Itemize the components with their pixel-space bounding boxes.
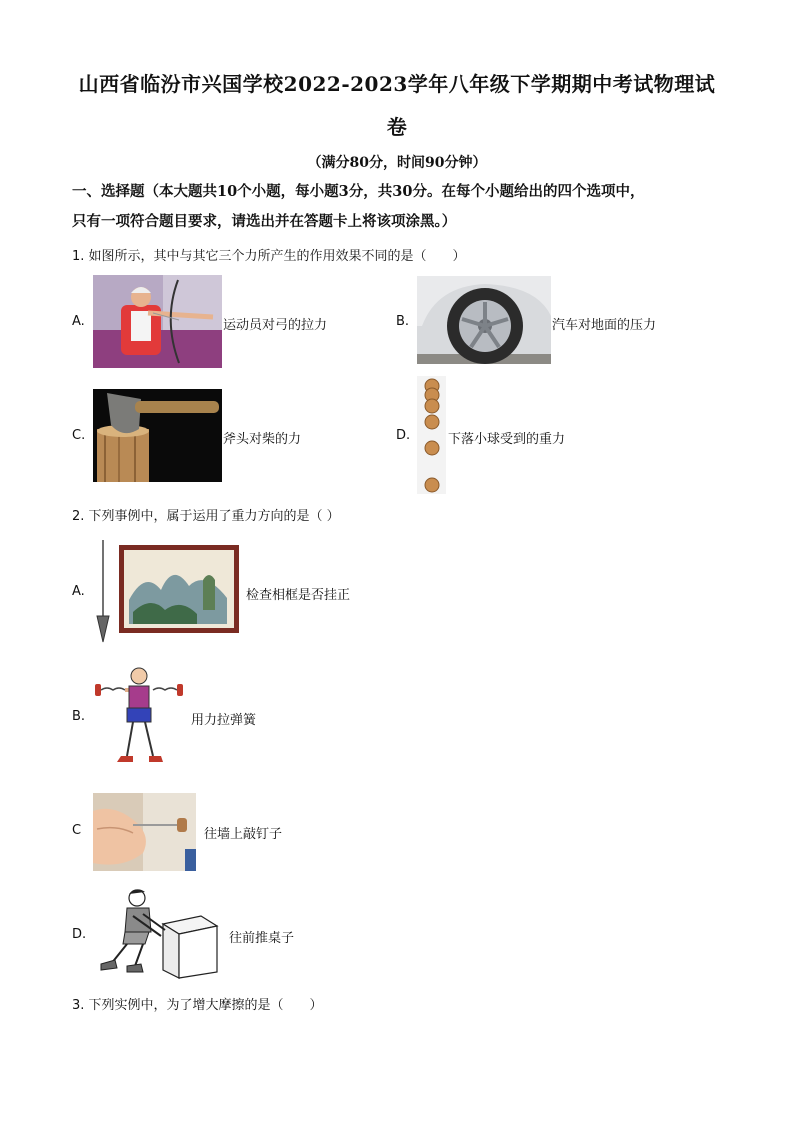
section-heading-line1: 一、选择题（本大题共10个小题，每小题3分，共30分。在每个小题给出的四个选项中， (72, 183, 645, 200)
q1-option-d-letter: D. (396, 428, 411, 443)
question-1-stem: 1. 如图所示，其中与其它三个力所产生的作用效果不同的是（ ） (72, 249, 466, 264)
exam-subtitle: （满分80分，时间90分钟） (307, 155, 487, 171)
section-heading-line2: 只有一项符合题目要求，请选出并在答题卡上将该项涂黑。） (72, 213, 457, 230)
q2-option-c-letter: C (72, 823, 82, 838)
q2-option-a-letter: A. (72, 584, 85, 599)
exam-title-line1: 山西省临汾市兴国学校2022-2023学年八年级下学期期中考试物理试 (78, 72, 716, 96)
q1-option-b-letter: B. (396, 314, 410, 329)
q2-option-d-letter: D. (72, 927, 87, 942)
q1-option-a-caption: 运动员对弓的拉力 (223, 318, 328, 333)
exam-title-line2: 卷 (386, 115, 408, 139)
car-tire-image (417, 276, 551, 364)
q2-option-b-caption: 用力拉弹簧 (191, 713, 257, 728)
archer-image (93, 275, 222, 368)
falling-balls-image (417, 376, 446, 494)
question-2-stem: 2. 下列事例中，属于运用了重力方向的是（ ） (72, 509, 340, 524)
q1-option-d-caption: 下落小球受到的重力 (448, 432, 566, 447)
q2-option-d-caption: 往前推桌子 (229, 931, 295, 946)
question-3-stem: 3. 下列实例中，为了增大摩擦的是（ ） (72, 998, 323, 1013)
q1-option-b-caption: 汽车对地面的压力 (552, 318, 657, 333)
push-table-image (93, 886, 221, 980)
q2-option-a-caption: 检查相框是否挂正 (246, 588, 351, 603)
spring-exercise-image (93, 664, 185, 768)
q1-option-c-caption: 斧头对柴的力 (223, 432, 302, 447)
plumb-line-frame-image (93, 540, 243, 644)
q2-option-c-caption: 往墙上敲钉子 (204, 827, 283, 842)
q1-option-c-letter: C. (72, 428, 86, 443)
q2-option-b-letter: B. (72, 709, 86, 724)
q1-option-a-letter: A. (72, 314, 85, 329)
axe-log-image (93, 389, 222, 482)
nail-wall-image (93, 793, 196, 871)
